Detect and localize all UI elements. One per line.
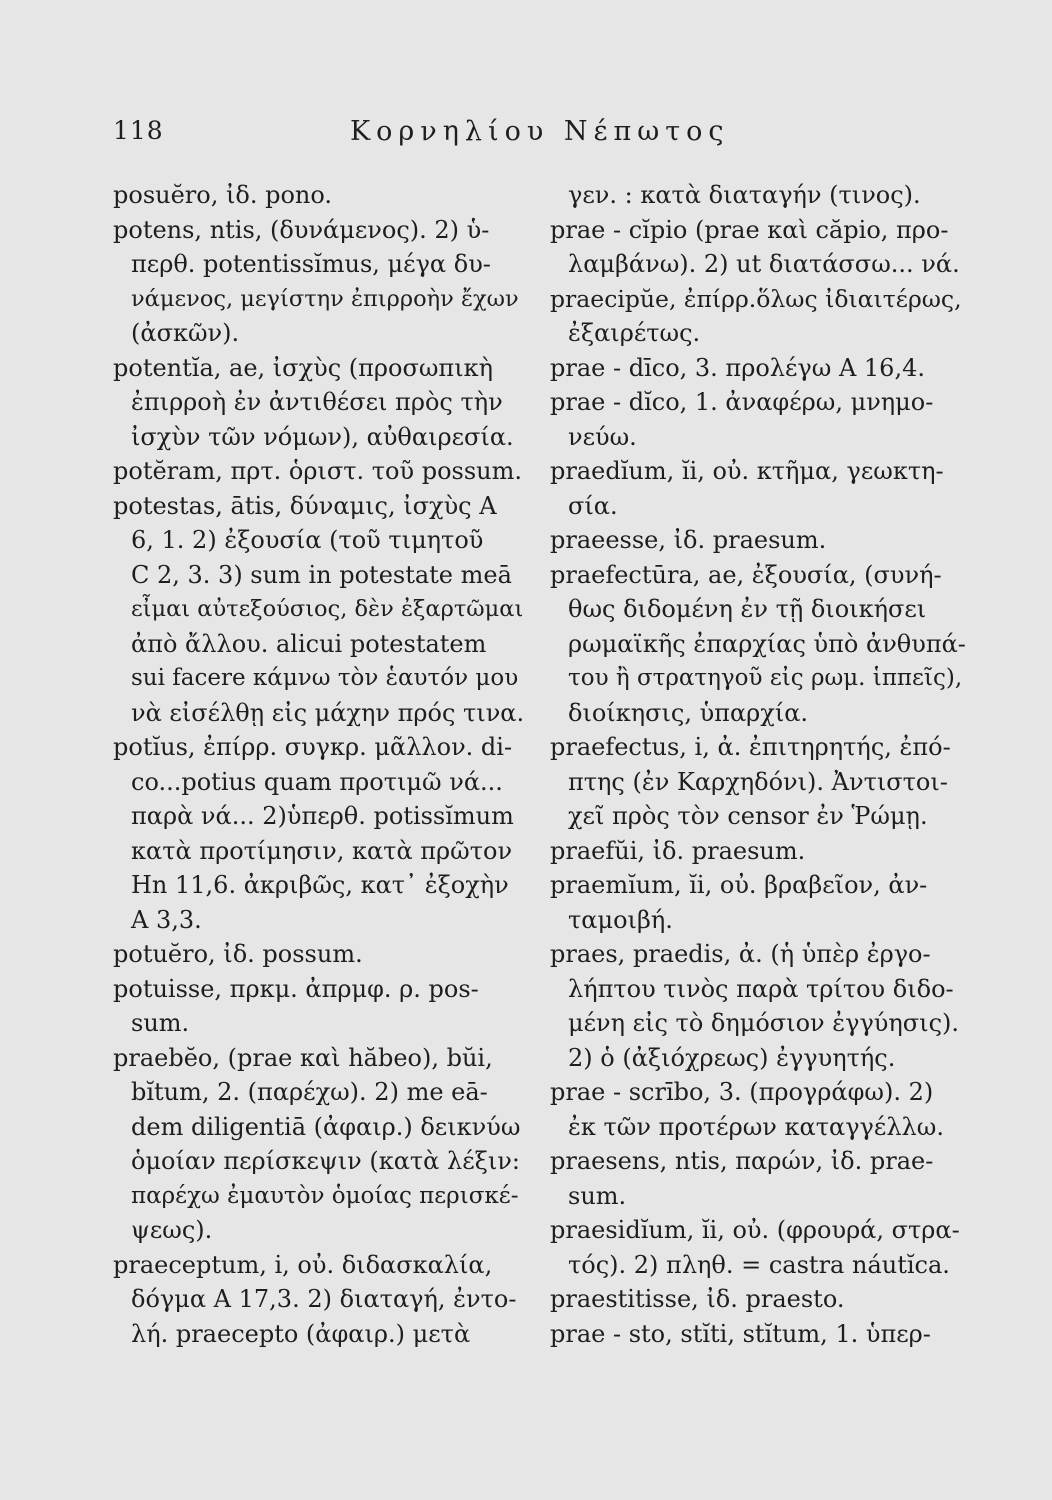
entry-line: ταμοιβή. bbox=[568, 905, 673, 934]
entry-line: sum. bbox=[131, 1009, 190, 1037]
entry-line: dem diligentiā (ἀφαιρ.) δεικνύω bbox=[131, 1112, 521, 1141]
entry-line: Hn 11,6. ἀκριβῶς, κατ᾽ ἐξοχὴν bbox=[131, 871, 509, 899]
entry-line: γεν. : κατὰ διαταγήν (τινος). bbox=[568, 181, 921, 209]
entry-line: praebĕo, (prae καὶ hăbeo), bŭi, bbox=[113, 1043, 493, 1072]
entry-line: παρέχω ἐμαυτὸν ὁμοίας περισκέ- bbox=[131, 1182, 519, 1209]
entry-line: potuisse, πρκμ. ἀπρμφ. ρ. pos- bbox=[113, 974, 479, 1003]
entry-line: χεῖ πρὸς τὸν censor ἐν Ῥώμῃ. bbox=[568, 802, 928, 830]
entry-line: praemĭum, ĭi, οὐ. βραβεῖον, ἀν- bbox=[550, 871, 928, 899]
entry-line: παρὰ νά... 2)ὑπερθ. potissĭmum bbox=[131, 802, 514, 830]
entry-line: C 2, 3. 3) sum in potestate meā bbox=[131, 560, 512, 589]
entry-line: περθ. potentissĭmus, μέγα δυ- bbox=[131, 250, 491, 278]
entry-line: praeceptum, i, οὐ. διδασκαλία, bbox=[113, 1250, 493, 1279]
entry-line: praefectus, i, ἀ. ἐπιτηρητής, ἐπό- bbox=[550, 733, 951, 761]
entry-line: νάμενος, μεγίστην ἐπιρροὴν ἔχων bbox=[131, 285, 519, 312]
entry-line: διοίκησις, ὑπαρχία. bbox=[568, 698, 809, 727]
entry-line: ἐκ τῶν προτέρων καταγγέλλω. bbox=[568, 1112, 944, 1141]
entry-line: prae - cĭpio (prae καὶ căpio, προ- bbox=[550, 215, 949, 244]
entry-line: ψεως). bbox=[131, 1216, 213, 1244]
entry-line: νεύω. bbox=[568, 422, 637, 451]
entry-line: (ἀσκῶν). bbox=[131, 319, 240, 347]
running-title: Κορνηλίου Νέπωτος bbox=[350, 116, 730, 147]
entry-line: prae - dīco, 3. προλέγω A 16,4. bbox=[550, 353, 925, 382]
entry-line: praes, praedis, ἀ. (ἡ ὑπὲρ ἐργο- bbox=[550, 940, 931, 968]
entry-line: praedĭum, ĭi, οὐ. κτῆμα, γεωκτη- bbox=[550, 457, 944, 485]
entry-line: εἶμαι αὐτεξούσιος, δὲν ἐξαρτῶμαι bbox=[131, 596, 524, 622]
entry-line: praefectūra, ae, ἐξουσία, (συνή- bbox=[550, 560, 942, 589]
entry-line: μένη εἰς τὸ δημόσιον ἐγγύησις). bbox=[568, 1009, 959, 1037]
entry-line: ἰσχὺν τῶν νόμων), αὐθαιρεσία. bbox=[131, 422, 514, 451]
entry-line: ὁμοίαν περίσκεψιν (κατὰ λέξιν: bbox=[131, 1147, 520, 1175]
entry-line: potentĭa, ae, ἰσχὺς (προσωπικὴ bbox=[113, 353, 493, 382]
entry-line: κατὰ προτίμησιν, κατὰ πρῶτον bbox=[131, 836, 513, 865]
entry-line: prae - scrībo, 3. (προγράφω). 2) bbox=[550, 1078, 934, 1106]
entry-line: praesens, ntis, παρών, ἰδ. prae- bbox=[550, 1147, 934, 1175]
entry-line: praestitisse, ἰδ. praesto. bbox=[550, 1285, 845, 1313]
entry-line: θως διδομένη ἐν τῇ διοικήσει bbox=[568, 595, 927, 623]
entry-line: νὰ εἰσέλθῃ εἰς μάχην πρός τινα. bbox=[131, 698, 525, 727]
entry-line: potens, ntis, (δυνάμενος). 2) ὑ- bbox=[113, 215, 490, 244]
entry-line: δόγμα A 17,3. 2) διαταγή, ἐντο- bbox=[131, 1285, 517, 1313]
entry-line: ρωμαϊκῆς ἐπαρχίας ὑπὸ ἀνθυπά- bbox=[568, 629, 966, 658]
right-column bbox=[550, 178, 968, 1351]
entry-line: posuĕro, ἰδ. pono. bbox=[113, 181, 333, 209]
entry-line: σία. bbox=[568, 491, 618, 520]
entry-line: ἀπὸ ἄλλου. alicui potestatem bbox=[131, 629, 487, 658]
entry-line: prae - dĭco, 1. ἀναφέρω, μνημο- bbox=[550, 388, 934, 416]
entry-line: πτης (ἐν Καρχηδόνι). Ἀντιστοι- bbox=[568, 767, 948, 796]
page-number: 118 bbox=[113, 116, 164, 145]
entry-line: 6, 1. 2) ἐξουσία (τοῦ τιμητοῦ bbox=[131, 526, 484, 554]
entry-line: A 3,3. bbox=[131, 905, 202, 934]
entry-line: λήπτου τινὸς παρὰ τρίτου διδο- bbox=[568, 974, 954, 1003]
entry-line: praeesse, ἰδ. praesum. bbox=[550, 526, 827, 554]
entry-line: sum. bbox=[568, 1181, 627, 1210]
entry-line: του ἢ στρατηγοῦ εἰς ρωμ. ἱππεῖς), bbox=[568, 665, 963, 691]
entry-line: potuĕro, ἰδ. possum. bbox=[113, 940, 363, 968]
entry-line: praefŭi, ἰδ. praesum. bbox=[550, 836, 806, 865]
entry-line: praesidĭum, ĭi, οὐ. (φρουρά, στρα- bbox=[550, 1216, 960, 1244]
entry-line: τός). 2) πληθ. = castra náutĭca. bbox=[568, 1250, 950, 1279]
entry-line: prae - sto, stĭti, stĭtum, 1. ὑπερ- bbox=[550, 1319, 931, 1348]
entry-line: sui facere κάμνω τὸν ἑαυτόν μου bbox=[131, 665, 519, 691]
entry-line: ἐπιρροὴ ἐν ἀντιθέσει πρὸς τὴν bbox=[131, 388, 503, 416]
left-column bbox=[113, 178, 525, 1351]
entry-line: praecipŭe, ἐπίρρ.ὅλως ἰδιαιτέρως, bbox=[550, 284, 962, 313]
entry-line: ἐξαιρέτως. bbox=[568, 319, 701, 347]
entry-line: co...potius quam προτιμῶ νά... bbox=[131, 767, 503, 796]
entry-line: bĭtum, 2. (παρέχω). 2) me eā- bbox=[131, 1078, 488, 1106]
entry-line: potĕram, πρτ. ὁριστ. τοῦ possum. bbox=[113, 457, 522, 485]
entry-line: potestas, ātis, δύναμις, ἰσχὺς A bbox=[113, 491, 497, 520]
entry-line: 2) ὁ (ἀξιόχρεως) ἐγγυητής. bbox=[568, 1043, 896, 1072]
entry-line: potĭus, ἐπίρρ. συγκρ. μᾶλλον. di- bbox=[113, 733, 513, 761]
entry-line: λαμβάνω). 2) ut διατάσσω... νά. bbox=[568, 250, 960, 278]
entry-line: λή. praecepto (ἀφαιρ.) μετὰ bbox=[131, 1319, 471, 1348]
